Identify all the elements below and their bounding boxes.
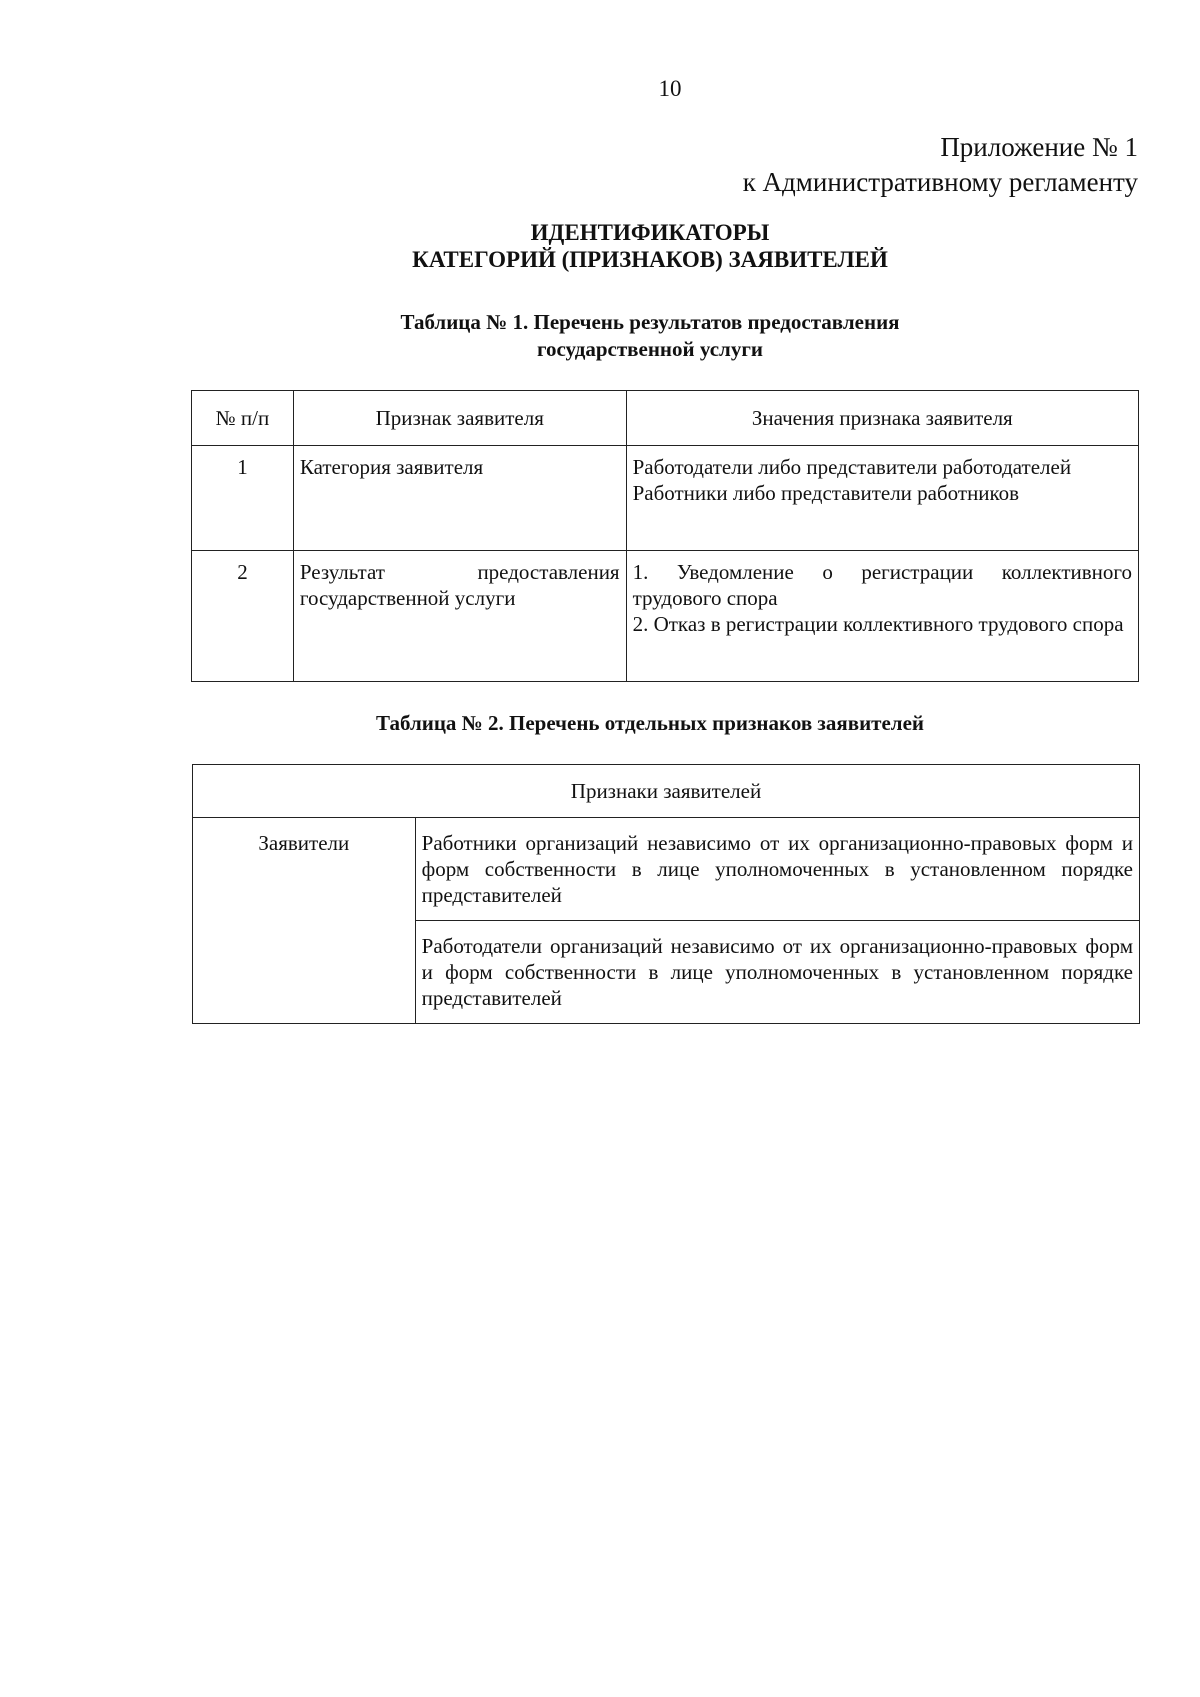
table1-caption (0, 309, 1200, 363)
table1-caption-line-1: Таблица № 1. Перечень результатов предоставления (400, 310, 900, 334)
document-title (0, 219, 1200, 273)
applicants-label: Заявители (193, 818, 416, 1024)
feature-item: Работодатели организаций независимо от их организационно-правовых форм и форм собственности в лице уполномоченных в установленном порядке представителей (415, 921, 1139, 1024)
appendix-line-1: Приложение № 1 (940, 132, 1138, 162)
value-item: 1. Уведомление о регистрации коллективного трудового спора (632, 560, 1132, 610)
feature-item: Работники организаций независимо от их организационно-правовых форм и форм собственности в лице уполномоченных в установленном порядке представителей (415, 818, 1139, 921)
title-line-1: ИДЕНТИФИКАТОРЫ (530, 220, 770, 245)
value-item: 2. Отказ в регистрации коллективного трудового спора (632, 612, 1124, 636)
row-values (626, 551, 1138, 682)
table-row (192, 551, 1139, 682)
table-header-row (192, 391, 1139, 446)
value-item: Работодатели либо представители работодателей (632, 455, 1072, 479)
table2-caption: Таблица № 2. Перечень отдельных признаков заявителей (375, 711, 925, 735)
table-header-row (193, 765, 1140, 818)
row-number: 2 (192, 551, 294, 682)
applicant-features-table (192, 764, 1140, 1024)
row-number: 1 (192, 446, 294, 551)
row-feature: Категория заявителя (293, 446, 626, 551)
table1-caption-line-2: государственной услуги (537, 337, 763, 361)
page-number: 10 (658, 76, 682, 101)
table-row (193, 818, 1140, 921)
row-values (626, 446, 1138, 551)
title-line-2: КАТЕГОРИЙ (ПРИЗНАКОВ) ЗАЯВИТЕЛЕЙ (412, 247, 888, 272)
row-feature: Результат предоставления государственной услуги (293, 551, 626, 682)
column-header-features: Признаки заявителей (193, 765, 1140, 818)
results-table (191, 390, 1139, 682)
appendix-line-2: к Административному регламенту (742, 167, 1138, 197)
column-header-feature: Признак заявителя (293, 391, 626, 446)
column-header-number: № п/п (192, 391, 294, 446)
value-item: Работники либо представители работников (632, 481, 1020, 505)
table-row (192, 446, 1139, 551)
column-header-values: Значения признака заявителя (626, 391, 1138, 446)
appendix-note (743, 130, 1138, 200)
